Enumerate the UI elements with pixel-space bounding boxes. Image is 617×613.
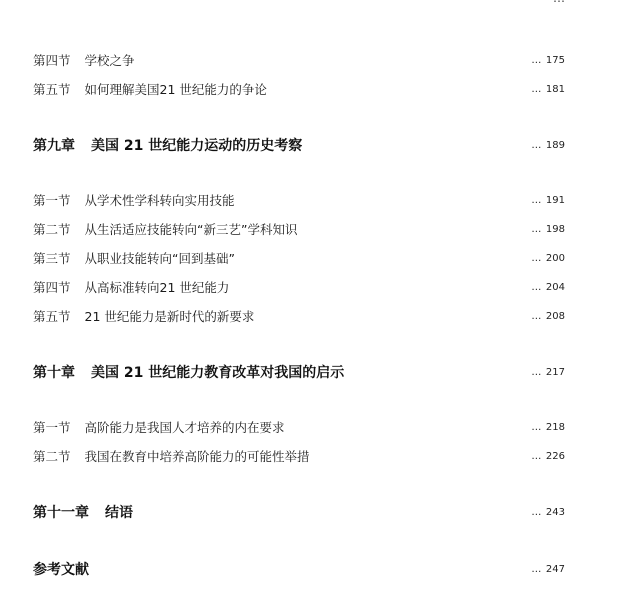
section-number: 第四节 (33, 53, 71, 68)
section-title: 从生活适应技能转向“新三艺”学科知识 (84, 222, 298, 237)
toc-page-ref (531, 447, 565, 467)
toc-entry-section[interactable] (0, 447, 617, 467)
toc-entry-label (33, 249, 235, 269)
section-title: 从高标准转向21 世纪能力 (84, 280, 230, 295)
leader-dots: … (531, 140, 542, 151)
chapter-number: 参考文献 (33, 562, 89, 578)
toc-entry-section[interactable] (0, 51, 617, 71)
toc-entry-section[interactable] (0, 418, 617, 438)
leader-dots: … (531, 507, 542, 518)
page-number: 175 (545, 55, 565, 66)
toc-entry-chapter[interactable] (0, 363, 617, 383)
section-number: 第三节 (33, 251, 71, 266)
section-number: 第二节 (33, 222, 71, 237)
section-number: 第四节 (33, 280, 71, 295)
toc-entry-label (33, 560, 89, 580)
toc-page-ref (531, 80, 565, 100)
section-title: 学校之争 (84, 53, 135, 68)
page-number: 181 (545, 84, 565, 95)
section-title: 如何理解美国21 世纪能力的争论 (84, 82, 267, 97)
chapter-title: 美国 21 世纪能力教育改革对我国的启示 (91, 365, 345, 381)
toc-entry-section[interactable] (0, 278, 617, 298)
toc-entry-references[interactable] (0, 560, 617, 580)
toc-entry-label (33, 51, 135, 71)
toc-page-ref (531, 220, 565, 240)
chapter-number: 第十章 (33, 365, 75, 381)
toc-entry-section[interactable] (0, 249, 617, 269)
toc-entry-label (33, 418, 285, 438)
page-number: 243 (545, 507, 565, 518)
chapter-title: 结语 (105, 505, 133, 521)
toc-entry-label (33, 447, 310, 467)
toc-entry-section[interactable] (0, 191, 617, 211)
toc-page-ref (531, 136, 565, 156)
section-title: 21 世纪能力是新时代的新要求 (84, 309, 255, 324)
toc-entry-section[interactable] (0, 80, 617, 100)
leader-dots: … (531, 55, 542, 66)
toc-entry-label (33, 80, 267, 100)
toc-entry-label (33, 220, 297, 240)
section-title: 我国在教育中培养高阶能力的可能性举措 (84, 449, 310, 464)
toc-entry-label (33, 278, 229, 298)
toc-page-ref (531, 363, 565, 383)
chapter-number: 第十一章 (33, 505, 89, 521)
toc-entry-section[interactable] (0, 307, 617, 327)
leader-dots: … (531, 311, 542, 322)
section-number: 第一节 (33, 420, 71, 435)
leader-dots: … (531, 195, 542, 206)
toc-entry-label (33, 503, 133, 523)
page-number: 247 (545, 564, 565, 575)
toc-page-ref (531, 278, 565, 298)
toc-entry-section[interactable] (0, 220, 617, 240)
leader-dots: … (531, 564, 542, 575)
page-number: 218 (545, 422, 565, 433)
leader-dots: … (531, 282, 542, 293)
toc-entry-label (33, 136, 302, 156)
page-number: 208 (545, 311, 565, 322)
toc-entry-label (33, 191, 235, 211)
section-number: 第二节 (33, 449, 71, 464)
page-number: 204 (545, 282, 565, 293)
leader-dots: … (531, 422, 542, 433)
toc-page-ref (531, 503, 565, 523)
section-title: 从学术性学科转向实用技能 (84, 193, 235, 208)
toc-page-ref (531, 249, 565, 269)
toc-page-ref (531, 191, 565, 211)
page-number: 200 (545, 253, 565, 264)
toc-page-ref (531, 51, 565, 71)
section-number: 第一节 (33, 193, 71, 208)
section-title: 从职业技能转向“回到基础” (84, 251, 235, 266)
toc-entry-chapter[interactable] (0, 503, 617, 523)
toc-entry-label (33, 363, 344, 383)
leader-dots: … (531, 253, 542, 264)
page-number: 198 (545, 224, 565, 235)
page-number: 226 (545, 451, 565, 462)
toc-page-ref (531, 307, 565, 327)
section-title: 高阶能力是我国人才培养的内在要求 (84, 420, 285, 435)
leader-dots: … (531, 367, 542, 378)
leader-dots: … (531, 84, 542, 95)
toc-entry-label (33, 307, 254, 327)
section-number: 第五节 (33, 309, 71, 324)
toc-page-ref (531, 560, 565, 580)
top-page-fragment (553, 0, 565, 5)
chapter-title: 美国 21 世纪能力运动的历史考察 (91, 138, 303, 154)
section-number: 第五节 (33, 82, 71, 97)
page-number: 191 (545, 195, 565, 206)
page-number: 217 (545, 367, 565, 378)
toc-entry-chapter[interactable] (0, 136, 617, 156)
chapter-number: 第九章 (33, 138, 75, 154)
toc-page-ref (531, 418, 565, 438)
page-number: 189 (545, 140, 565, 151)
leader-dots: … (531, 451, 542, 462)
leader-dots: … (531, 224, 542, 235)
